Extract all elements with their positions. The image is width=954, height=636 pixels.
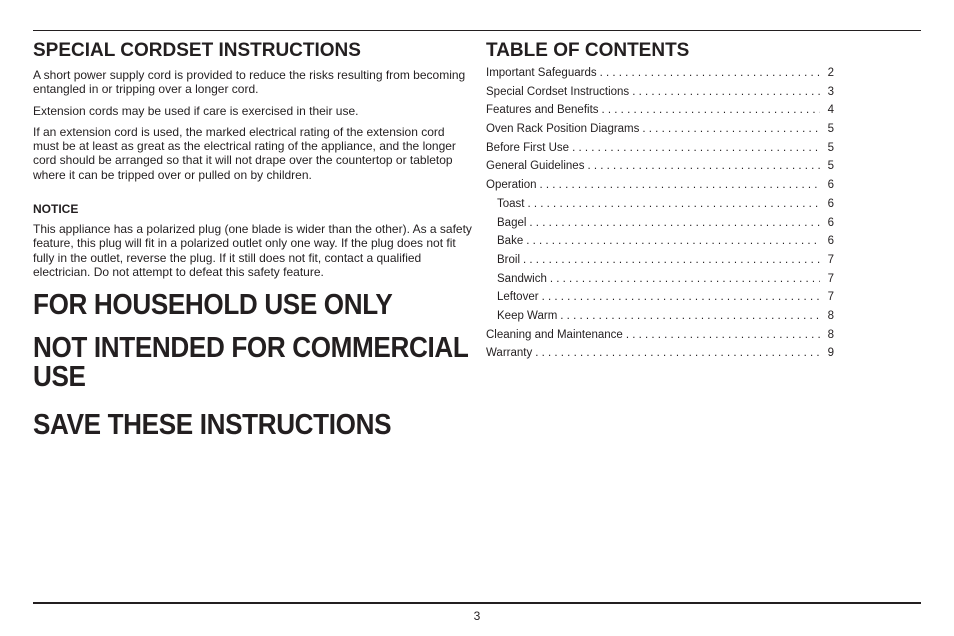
toc-entry-page: 2 <box>827 67 834 79</box>
toc-list <box>486 64 834 363</box>
toc-entry-label: Cleaning and Maintenance <box>486 328 623 341</box>
toc-entry[interactable] <box>486 270 834 289</box>
toc-leader-dots <box>535 344 820 363</box>
toc-leader-dots <box>602 101 820 120</box>
toc-entry-label: Before First Use <box>486 141 570 154</box>
toc-entry-page: 5 <box>827 141 834 154</box>
toc-heading: TABLE OF CONTENTS <box>486 40 690 61</box>
toc-entry-page: 8 <box>827 328 834 341</box>
toc-entry-page: 5 <box>827 160 834 173</box>
toc-entry-page: 5 <box>827 123 834 136</box>
toc-leader-dots <box>572 139 820 158</box>
toc-entry[interactable] <box>486 139 834 158</box>
toc-entry-label: Broil <box>497 253 521 266</box>
toc-entry-page: 3 <box>827 85 834 98</box>
table-of-contents <box>486 40 834 363</box>
toc-leader-dots <box>626 326 820 345</box>
household-use-heading: FOR HOUSEHOLD USE ONLY <box>33 289 393 321</box>
toc-entry[interactable] <box>486 326 834 345</box>
cordset-heading: SPECIAL CORDSET INSTRUCTIONS <box>33 40 361 61</box>
toc-entry-label: Bagel <box>497 216 527 229</box>
toc-entry[interactable] <box>486 120 834 139</box>
toc-leader-dots <box>529 214 820 233</box>
notice-paragraph: This appliance has a polarized plug (one blade is wider than the other). As a safety feature, this plug will fit in a polarized outlet only one way. If the plug does not fit fully in the outlet, reverse the plug. If it still does not fit, contact a qualified electrician. Do not attempt to defeat this safety feature. <box>33 222 472 279</box>
toc-entry-label: Keep Warm <box>497 309 558 322</box>
toc-entry-label: Operation <box>486 179 537 192</box>
toc-entry-label: Leftover <box>497 291 539 304</box>
toc-entry[interactable] <box>486 288 834 307</box>
notice-heading: NOTICE <box>33 202 79 217</box>
toc-entry[interactable] <box>486 307 834 326</box>
toc-entry-page: 6 <box>827 197 834 210</box>
toc-leader-dots <box>632 83 820 102</box>
toc-entry[interactable] <box>486 195 834 214</box>
bottom-divider <box>33 602 921 604</box>
page-number: 3 <box>473 609 481 623</box>
toc-entry[interactable] <box>486 101 834 120</box>
toc-entry-label: Warranty <box>486 347 533 360</box>
toc-entry[interactable] <box>486 251 834 270</box>
toc-entry[interactable] <box>486 344 834 363</box>
toc-leader-dots <box>560 307 820 326</box>
toc-entry-page: 9 <box>827 347 834 360</box>
cordset-paragraph-2: Extension cords may be used if care is exercised in their use. <box>33 103 359 118</box>
toc-leader-dots <box>600 64 820 83</box>
toc-entry-label: Features and Benefits <box>486 104 599 117</box>
toc-entry[interactable] <box>486 83 834 102</box>
toc-entry[interactable] <box>486 176 834 195</box>
save-instructions-heading: SAVE THESE INSTRUCTIONS <box>33 409 392 441</box>
toc-entry-page: 6 <box>827 179 834 192</box>
toc-entry-page: 6 <box>827 235 834 248</box>
toc-leader-dots <box>542 288 820 307</box>
toc-entry[interactable] <box>486 64 834 83</box>
cordset-paragraph-3: If an extension cord is used, the marked electrical rating of the extension cord must be at least as great as the electrical rating of the appliance, and the longer cord should be arranged so that it will not drape over the countertop or tabletop where it can be tripped over or pulled on by children. <box>33 124 456 182</box>
cordset-paragraph-1: A short power supply cord is provided to reduce the risks resulting from becoming entangled in or tripping over a longer cord. <box>33 68 466 97</box>
toc-entry-label: Toast <box>497 197 525 210</box>
not-commercial-heading: NOT INTENDED FOR COMMERCIAL USE <box>33 332 468 393</box>
toc-entry-page: 8 <box>827 309 834 322</box>
toc-entry-label: Sandwich <box>497 272 547 285</box>
toc-entry[interactable] <box>486 232 834 251</box>
toc-leader-dots <box>550 270 820 289</box>
toc-entry-label: Important Safeguards <box>486 67 597 79</box>
toc-entry-label: Special Cordset Instructions <box>486 85 630 98</box>
top-divider <box>33 30 921 31</box>
toc-entry-label: Bake <box>497 235 524 248</box>
toc-entry-label: Oven Rack Position Diagrams <box>486 123 640 136</box>
toc-leader-dots <box>526 232 820 251</box>
toc-entry[interactable] <box>486 214 834 233</box>
toc-leader-dots <box>587 157 820 176</box>
toc-entry-page: 7 <box>827 291 834 304</box>
left-column <box>33 40 473 441</box>
toc-entry-page: 6 <box>827 216 834 229</box>
toc-leader-dots <box>528 195 821 214</box>
toc-entry-label: General Guidelines <box>486 160 585 173</box>
toc-entry-page: 7 <box>827 253 834 266</box>
toc-entry-page: 4 <box>827 104 834 117</box>
toc-leader-dots <box>523 251 820 270</box>
toc-entry-page: 7 <box>827 272 834 285</box>
toc-entry[interactable] <box>486 157 834 176</box>
toc-leader-dots <box>642 120 820 139</box>
toc-leader-dots <box>540 176 820 195</box>
